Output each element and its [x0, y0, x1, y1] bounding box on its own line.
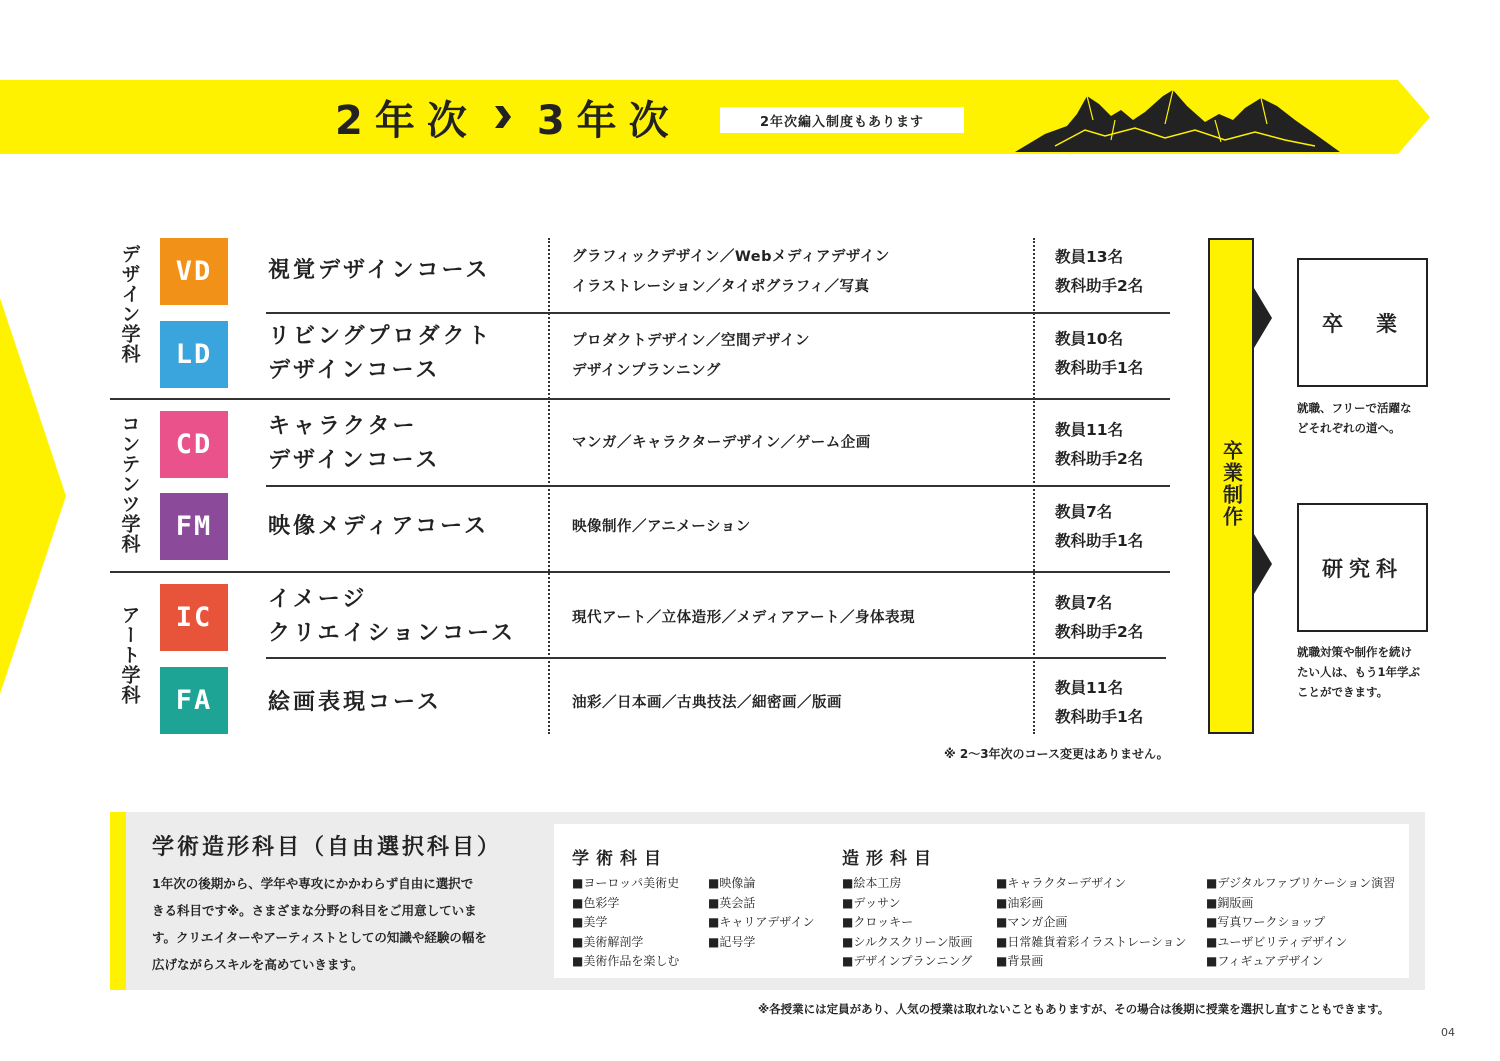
staff-line: 教科助手1名	[1055, 359, 1144, 377]
list-item: ■キャリアデザイン	[708, 915, 815, 930]
staff-line: 教科助手2名	[1055, 623, 1144, 641]
graduation-note	[1297, 398, 1412, 438]
subject-line: デザインプランニング	[572, 363, 721, 379]
staff-line: 教員11名	[1055, 421, 1124, 439]
department-contents	[112, 414, 146, 554]
list-item: ■美学	[572, 915, 608, 930]
subject-line: グラフィックデザイン／Webメディアデザイン	[572, 249, 890, 265]
course-name-fa	[268, 686, 442, 720]
graduation-work-label	[1210, 440, 1252, 528]
department-label: コンテンツ学科	[118, 414, 141, 554]
subject-line: 油彩／日本画／古典技法／細密画／版画	[572, 695, 842, 711]
column-separator	[1033, 238, 1035, 734]
enrollment-limit-note: ※各授業には定員があり、人気の授業は取れないこともありますが、その場合は後期に授業を選択し直すこともできます。	[758, 1002, 1390, 1016]
list-item: ■デジタルファブリケーション演習	[1206, 876, 1396, 890]
department-design	[112, 244, 146, 364]
department-label: アート学科	[118, 605, 141, 705]
list-item: ■デザインプランニング	[842, 954, 973, 969]
list-item: ■記号学	[708, 934, 756, 949]
staff-line: 教科助手1名	[1055, 532, 1144, 550]
column-separator	[548, 238, 550, 734]
research-course-box: 研究科	[1297, 503, 1428, 632]
staff-line: 教員7名	[1055, 503, 1113, 521]
course-subjects-cd	[572, 428, 871, 458]
course-name-line: クリエイションコース	[268, 621, 517, 646]
list-item: ■写真ワークショップ	[1206, 915, 1326, 930]
graduation-work-bar	[1208, 238, 1254, 734]
elective-title: 学術造形科目（自由選択科目）	[152, 835, 503, 860]
chevron-right-icon	[489, 104, 515, 130]
course-staff-fa	[1055, 674, 1143, 732]
course-subjects-vd	[572, 242, 890, 302]
from-year: 2年次	[335, 97, 479, 144]
left-arrow-shape	[0, 298, 70, 694]
staff-line: 教科助手2名	[1055, 277, 1144, 295]
academic-subjects-col-2	[708, 874, 815, 952]
to-year: 3年次	[536, 97, 681, 144]
research-course-note	[1297, 642, 1420, 702]
course-name-ld	[268, 320, 493, 388]
description-line: 1年次の後期から、学年や専攻にかかわらず自由に選択で	[152, 876, 474, 891]
department-art	[112, 605, 146, 705]
list-item: ■絵本工房	[842, 876, 902, 890]
list-item: ■キャラクターデザイン	[996, 876, 1127, 890]
staff-line: 教員11名	[1055, 679, 1124, 697]
modeling-subjects-col-3	[1206, 874, 1395, 972]
course-name-line: デザインコース	[268, 448, 441, 473]
course-name-line: 視覚デザインコース	[268, 258, 491, 283]
modeling-subjects-col-2	[996, 874, 1187, 972]
course-badge-fa: FA	[160, 667, 228, 734]
list-item: ■フィギュアデザイン	[1206, 954, 1324, 969]
course-staff-cd	[1055, 416, 1143, 474]
department-divider	[110, 398, 1170, 400]
subject-line: マンガ／キャラクターデザイン／ゲーム企画	[572, 435, 871, 451]
list-item: ■シルクスクリーン版画	[842, 934, 973, 949]
modeling-subjects-col-1	[842, 874, 972, 972]
course-badge-fm: FM	[160, 493, 228, 560]
staff-line: 教員10名	[1055, 330, 1124, 348]
department-divider	[110, 571, 1170, 573]
list-item: ■美術作品を楽しむ	[572, 954, 680, 969]
staff-line: 教科助手1名	[1055, 708, 1144, 726]
elective-panel	[110, 812, 1425, 990]
course-name-cd	[268, 410, 440, 478]
staff-line: 教員7名	[1055, 594, 1113, 612]
course-name-line: リビングプロダクト	[268, 324, 493, 349]
academic-subjects-col-1	[572, 874, 679, 972]
year-banner	[0, 80, 1430, 154]
mountain-icon	[1015, 90, 1340, 156]
page-number: 04	[1441, 1026, 1455, 1039]
course-staff-fm	[1055, 498, 1143, 556]
course-subjects-ic	[572, 603, 915, 633]
list-item: ■映像論	[708, 876, 756, 890]
list-item: ■美術解剖学	[572, 934, 644, 949]
course-badge-cd: CD	[160, 411, 228, 478]
course-name-vd	[268, 254, 490, 288]
subject-line: 映像制作／アニメーション	[572, 519, 751, 535]
course-name-line: キャラクター	[268, 414, 418, 439]
subject-line: イラストレーション／タイポグラフィ／写真	[572, 279, 870, 295]
arrow-right-icon	[1254, 288, 1272, 348]
arrow-right-icon	[1254, 534, 1272, 594]
course-name-line: 映像メディアコース	[268, 514, 490, 539]
course-staff-ic	[1055, 589, 1143, 647]
course-name-line: 絵画表現コース	[268, 690, 442, 715]
course-name-line: イメージ	[268, 587, 368, 612]
elective-accent-stripe	[110, 812, 126, 990]
note-line: 就職対策や制作を続け	[1297, 645, 1412, 659]
course-subjects-ld	[572, 326, 810, 386]
staff-line: 教科助手2名	[1055, 450, 1144, 468]
course-staff-vd	[1055, 243, 1143, 301]
graduation-box: 卒 業	[1297, 258, 1428, 387]
transfer-note: 2年次編入制度もあります	[720, 107, 964, 133]
description-line: 広げながらスキルを高めていきます。	[152, 957, 364, 972]
course-change-note: ※ 2〜3年次のコース変更はありません。	[944, 747, 1169, 761]
course-name-line: デザインコース	[268, 358, 441, 383]
course-name-fm	[268, 510, 489, 544]
list-item: ■英会話	[708, 895, 756, 910]
list-item: ■油彩画	[996, 895, 1044, 910]
academic-subjects-heading: 学術科目	[572, 849, 668, 869]
course-divider	[266, 657, 1166, 659]
note-line: たい人は、もう1年学ぶ	[1297, 665, 1421, 679]
list-item: ■ヨーロッパ美術史	[572, 876, 680, 890]
modeling-subjects-heading: 造形科目	[842, 849, 938, 869]
course-badge-vd: VD	[160, 238, 228, 305]
list-item: ■クロッキー	[842, 915, 914, 930]
course-subjects-fa	[572, 688, 842, 718]
description-line: す。クリエイターやアーティストとしての知識や経験の幅を	[152, 930, 487, 945]
note-line: 就職、フリーで活躍な	[1297, 401, 1412, 415]
course-name-ic	[268, 583, 516, 651]
note-line: ことができます。	[1297, 685, 1389, 699]
course-staff-ld	[1055, 325, 1143, 383]
list-item: ■デッサン	[842, 895, 901, 910]
staff-line: 教員13名	[1055, 248, 1124, 266]
list-item: ■背景画	[996, 954, 1044, 969]
course-badge-ld: LD	[160, 321, 228, 388]
subject-line: プロダクトデザイン／空間デザイン	[572, 333, 810, 349]
list-item: ■色彩学	[572, 895, 620, 910]
list-item: ■マンガ企画	[996, 915, 1068, 930]
graduation-work-text: 卒業制作	[1219, 440, 1244, 528]
list-item: ■銅版画	[1206, 895, 1254, 910]
list-item: ■ユーザビリティデザイン	[1206, 934, 1348, 949]
course-badge-ic: IC	[160, 584, 228, 651]
note-line: どそれぞれの道へ。	[1297, 421, 1401, 435]
banner-title	[335, 92, 681, 142]
list-item: ■日常雑貨着彩イラストレーション	[996, 934, 1187, 949]
subject-line: 現代アート／立体造形／メディアアート／身体表現	[572, 610, 915, 626]
elective-description	[152, 870, 524, 978]
subject-list-box	[554, 824, 1409, 978]
course-subjects-fm	[572, 512, 751, 542]
description-line: きる科目です※。さまざまな分野の科目をご用意していま	[152, 903, 477, 918]
department-label: デザイン学科	[118, 244, 141, 364]
